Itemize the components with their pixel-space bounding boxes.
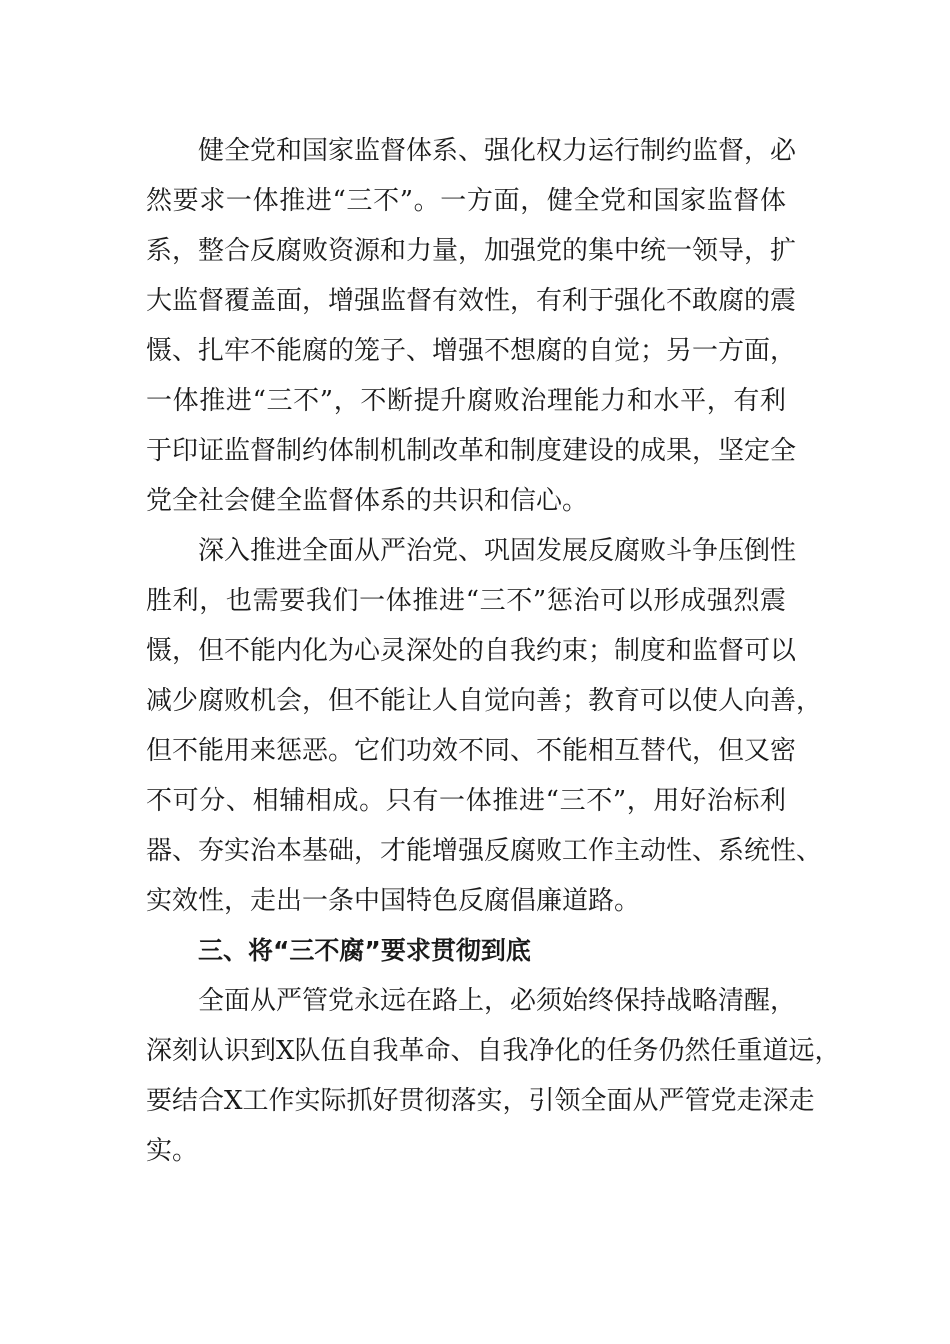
paragraph-line: 健全党和国家监督体系、强化权力运行制约监督，必 [198, 136, 797, 166]
paragraph-line: 减少腐败机会，但不能让人自觉向善；教育可以使人向善， [146, 686, 823, 716]
paragraph-line: 要结合X工作实际抓好贯彻落实，引领全面从严管党走深走 [146, 1086, 815, 1116]
document-body [146, 126, 841, 1176]
paragraph-line: 慑、扎牢不能腐的笼子、增强不想腐的自觉；另一方面， [146, 336, 797, 366]
paragraph-line: 胜利，也需要我们一体推进“三不”惩治可以形成强烈震 [146, 586, 786, 616]
paragraph-line: 一体推进“三不”，不断提升腐败治理能力和水平，有利 [146, 386, 786, 416]
paragraph-3 [146, 976, 841, 1176]
section-heading: 三、将“三不腐”要求贯彻到底 [198, 936, 531, 965]
paragraph-1 [146, 126, 797, 526]
paragraph-line: 系，整合反腐败资源和力量，加强党的集中统一领导，扩 [146, 236, 797, 266]
paragraph-line: 大监督覆盖面，增强监督有效性，有利于强化不敢腐的震 [146, 286, 797, 316]
paragraph-line: 实效性，走出一条中国特色反腐倡廉道路。 [146, 886, 641, 916]
paragraph-2 [146, 526, 823, 926]
paragraph-line: 但不能用来惩恶。它们功效不同、不能相互替代，但又密 [146, 736, 797, 766]
paragraph-line: 实。 [146, 1136, 199, 1166]
paragraph-line: 党全社会健全监督体系的共识和信心。 [146, 486, 589, 516]
paragraph-line: 然要求一体推进“三不”。一方面，健全党和国家监督体 [146, 186, 786, 216]
paragraph-line: 全面从严管党永远在路上，必须始终保持战略清醒， [198, 986, 797, 1016]
paragraph-line: 于印证监督制约体制机制改革和制度建设的成果，坚定全 [146, 436, 797, 466]
paragraph-line: 深入推进全面从严治党、巩固发展反腐败斗争压倒性 [198, 536, 797, 566]
paragraph-line: 慑，但不能内化为心灵深处的自我约束；制度和监督可以 [146, 636, 797, 666]
paragraph-line: 器、夯实治本基础，才能增强反腐败工作主动性、系统性、 [146, 836, 823, 866]
paragraph-line: 不可分、相辅相成。只有一体推进“三不”，用好治标利 [146, 786, 786, 816]
paragraph-line: 深刻认识到X队伍自我革命、自我净化的任务仍然任重道远， [146, 1036, 841, 1066]
